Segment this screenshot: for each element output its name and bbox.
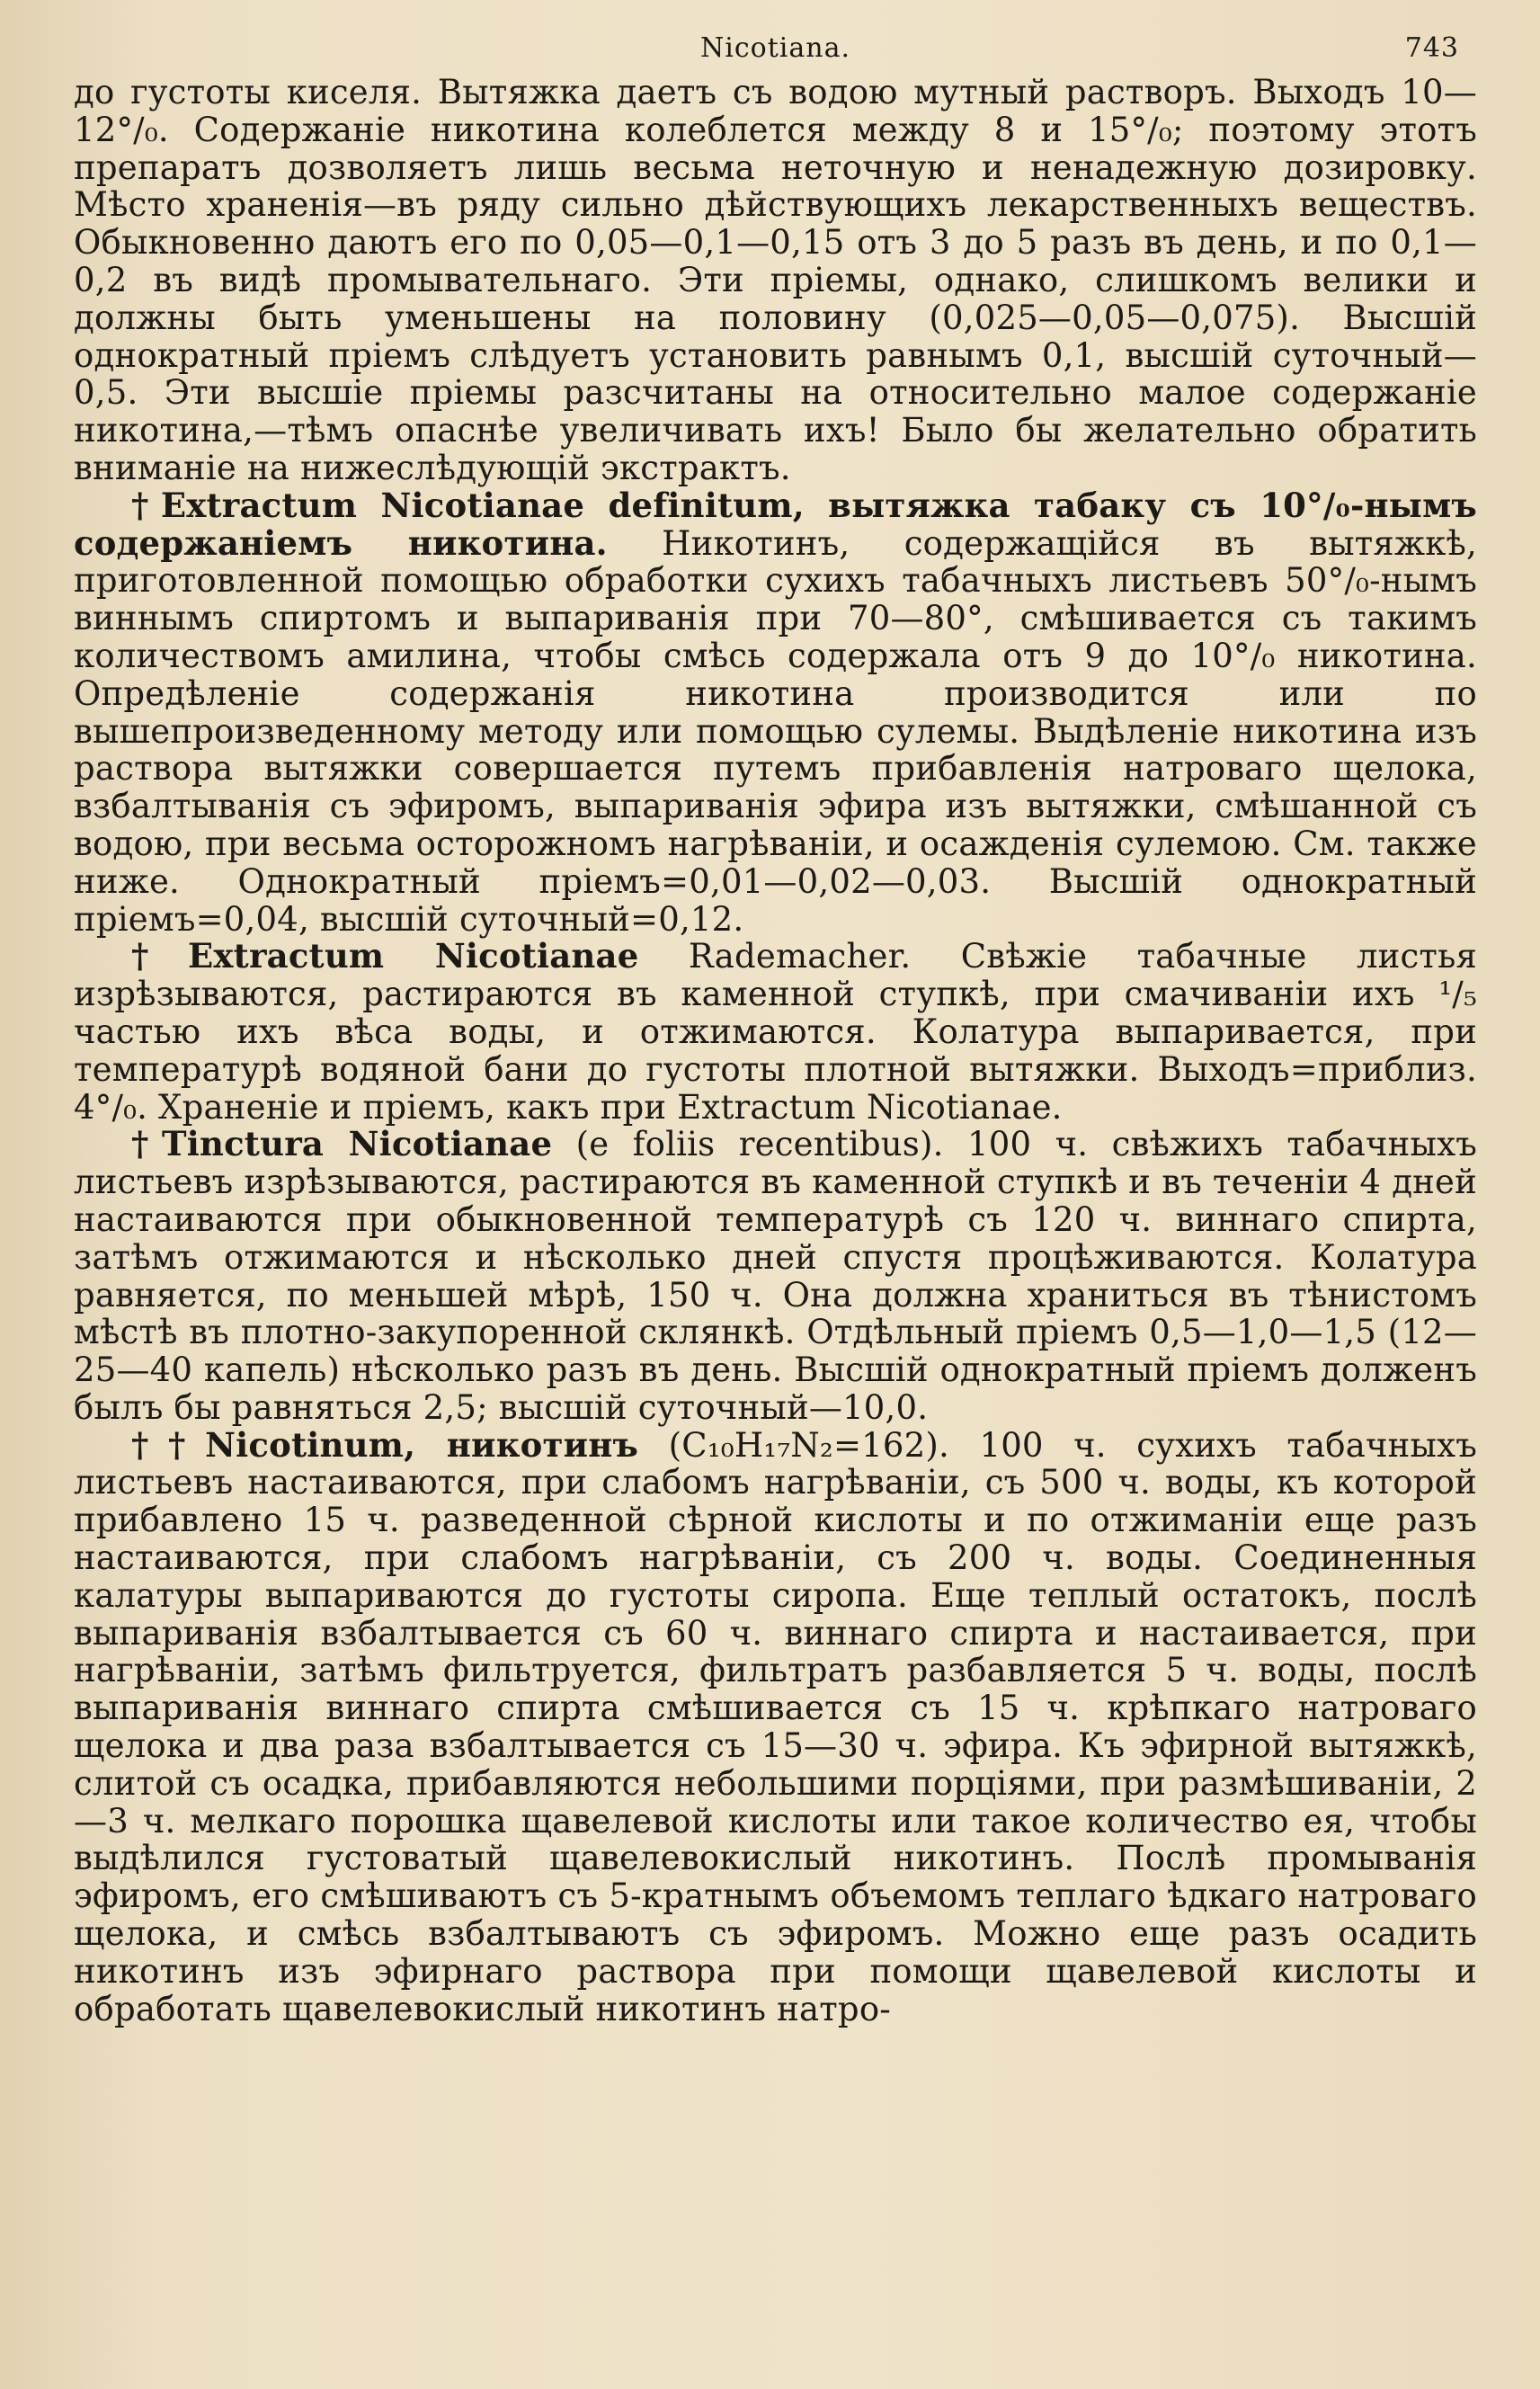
entry-heading: ††Nicotinum, никотинъ (131, 1424, 639, 1465)
intro-paragraph: до густоты киселя. Вытяжка даетъ съ водою мутный растворъ. Выходъ 10—12°/₀. Содержаніе никотина колеблется между 8 и 15°/₀; поэтому этотъ препаратъ дозволяетъ лишь весьма неточную и ненадежную дозировку. Мѣсто храненія—въ ряду сильно дѣйствующихъ лекарственныхъ веществъ. Обыкновенно даютъ его по 0,05—0,1—0,15 отъ 3 до 5 разъ въ день, и по 0,1—0,2 въ видѣ промывательнаго. Эти пріемы, однако, слишкомъ велики и должны быть уменьшены на половину (0,025—0,05—0,075). Высшій однократный пріемъ слѣдуетъ установить равнымъ 0,1, высшій суточный—0,5. Эти высшіе пріемы разсчитаны на относительно малое содержаніе никотина,—тѣмъ опаснѣе увеличивать ихъ! Было бы желательно обратить вниманіе на нижеслѣдующій экстрактъ. (74, 73, 1477, 487)
entry-text: (e foliis recentibus). 100 ч. свѣжихъ табачныхъ листьевъ изрѣзываются, растираются въ каменной ступкѣ и въ теченіи 4 дней настаиваются при обыкновенной температурѣ съ 120 ч. виннаго спирта, затѣмъ отжимаются и нѣсколько дней спустя процѣживаются. Колатура равняется, по меньшей мѣрѣ, 150 ч. Она должна храниться въ тѣнистомъ мѣстѣ въ плотно-закупоренной склянкѣ. Отдѣльный пріемъ 0,5—1,0—1,5 (12—25—40 капель) нѣсколько разъ въ день. Высшій однократный пріемъ долженъ былъ бы равняться 2,5; высшій суточный—10,0. (74, 1125, 1477, 1427)
entry-text: (C₁₀H₁₇N₂=162). 100 ч. сухихъ табачныхъ листьевъ настаиваются, при слабомъ нагрѣваніи, съ 500 ч. воды, къ которой прибавлено 15 ч. разведенной сѣрной кислоты и по отжиманіи еще разъ настаиваются, при слабомъ нагрѣваніи, съ 200 ч. воды. Соединенныя калатуры выпариваются до густоты сиропа. Еще теплый остатокъ, послѣ выпариванія взбалтывается съ 60 ч. виннаго спирта и настаивается, при нагрѣваніи, затѣмъ фильтруется, фильтратъ разбавляется 5 ч. воды, послѣ выпариванія виннаго спирта смѣшивается съ 15 ч. крѣпкаго натроваго щелока и два раза взбалтывается съ 15—30 ч. эфира. Къ эфирной вытяжкѣ, слитой съ осадка, прибавляются небольшими порціями, при размѣшиваніи, 2—3 ч. мелкаго порошка щавелевой кислоты или такое количество ея, чтобы выдѣлился густоватый щавелевокислый никотинъ. Послѣ промыванія эфиромъ, его смѣшиваютъ съ 5-кратнымъ объемомъ теплаго ѣдкаго натроваго щелока, и смѣсь взбалтываютъ съ эфиромъ. Можно еще разъ осадить никотинъ изъ эфирнаго раствора при помощи щавелевой кислоты и обработать щавелевокислый никотинъ натро- (74, 1425, 1477, 2028)
entry-heading: †Extractum Nicotianae definitum, вытяжка табаку съ 10°/₀-нымъ содержаніемъ никотина. (74, 485, 1477, 563)
page-number: 743 (1404, 32, 1459, 64)
entry-text: Никотинъ, содержащійся въ вытяжкѣ, приготовленной помощью обработки сухихъ табачныхъ листьевъ 50°/₀-нымъ виннымъ спиртомъ и выпариванія при 70—80°, смѣшивается съ такимъ количествомъ амилина, чтобы смѣсь содержала отъ 9 до 10°/₀ никотина. Опредѣленіе содержанія никотина производится или по вышепроизведенному методу или помощью сулемы. Выдѣленіе никотина изъ раствора вытяжки совершается путемъ прибавленія натроваго щелока, взбалтыванія съ эфиромъ, выпариванія эфира изъ вытяжки, смѣшанной съ водою, при весьма осторожномъ нагрѣваніи, и осажденія сулемою. См. также ниже. Однократный пріемъ=0,01—0,02—0,03. Высшій однократный пріемъ=0,04, высшій суточный=0,12. (74, 523, 1478, 939)
entry-extractum-definitum (74, 487, 1477, 939)
running-title: Nicotiana. (700, 32, 850, 64)
page-body (74, 74, 1477, 2028)
entry-heading: †Tinctura Nicotianae (131, 1124, 553, 1164)
entry-heading: †Extractum Nicotianae (131, 936, 639, 976)
entry-text: Rademacher. Свѣжіе табачные листья изрѣзываются, растираются въ каменной ступкѣ, при смачиваніи ихъ ¹/₅ частью ихъ вѣса воды, и отжимаются. Колатура выпаривается, при температурѣ водяной бани до густоты плотной вытяжки. Выходъ=приблиз. 4°/₀. Храненіе и пріемъ, какъ при Extractum Nicotianae. (74, 937, 1477, 1127)
entry-nicotinum (74, 1424, 1477, 2028)
entry-tinctura-nicotianae (74, 1126, 1477, 1426)
entry-extractum-rademacher (74, 938, 1477, 1126)
page-header (74, 27, 1477, 74)
